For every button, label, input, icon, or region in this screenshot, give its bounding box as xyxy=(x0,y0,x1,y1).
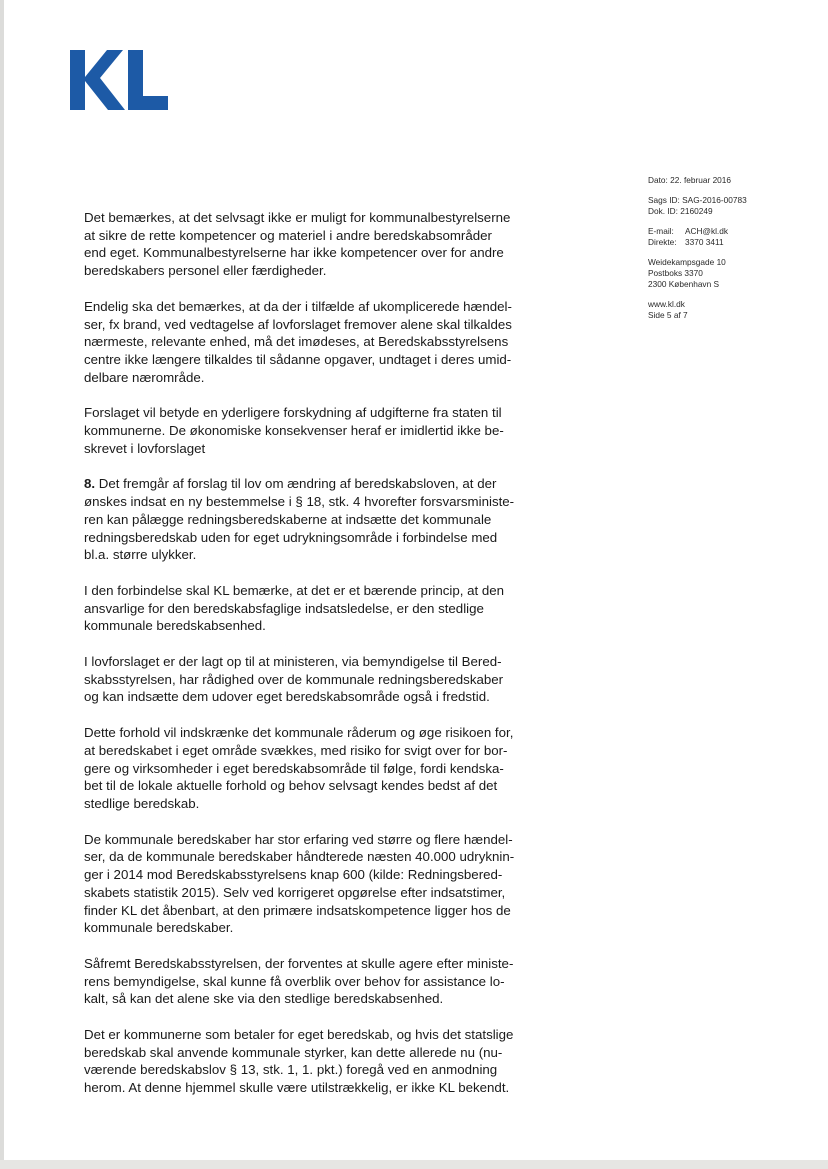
paragraph xyxy=(84,1026,536,1097)
address-pobox: Postboks 3370 xyxy=(648,268,703,278)
text-line xyxy=(84,475,536,493)
text-line: skabsstyrelsen, har rådighed over de kommunale redningsberedskaber xyxy=(84,671,504,687)
text-line: finder KL det åbenbart, at den primære indsatskompetence ligger hos de xyxy=(84,902,511,918)
text-line: ser, da de kommunale beredskaber håndterede næsten 40.000 udryknin- xyxy=(84,849,515,865)
text-line: end eget. Kommunalbestyrelserne har ikke kompetencer over for andre xyxy=(84,245,504,261)
address-street: Weidekampsgade 10 xyxy=(648,257,726,267)
phone-label: Direkte: xyxy=(648,237,677,247)
text-line: delbare nærområde. xyxy=(84,369,205,385)
text-line: kommunale beredskaber. xyxy=(84,920,234,936)
paragraph xyxy=(84,724,536,813)
text-line: Det er kommunerne som betaler for eget beredskab, og hvis det statslige xyxy=(84,1027,514,1043)
paragraph xyxy=(84,582,536,635)
scan-edge-left xyxy=(0,0,4,1169)
text-line: Det bemærkes, at det selvsagt ikke er muligt for kommunalbestyrelserne xyxy=(84,210,511,225)
text-line: De kommunale beredskaber har stor erfaring ved større og flere hændel- xyxy=(84,831,513,847)
paragraph xyxy=(84,831,536,937)
text-line: centre ikke længere tilkaldes til sådanne opgaver, undtaget i deres umid- xyxy=(84,351,512,367)
text-line: rens bemyndigelse, skal kunne få overblik over behov for assistance lo- xyxy=(84,973,505,989)
text-line: herom. At denne hjemmel skulle være utilstrækkelig, er ikke KL bekendt. xyxy=(84,1080,510,1096)
text-line: beredskab skal anvende kommunale styrker, kan dette allerede nu (nu- xyxy=(84,1044,503,1060)
text-line: I den forbindelse skal KL bemærke, at det er et bærende princip, at den xyxy=(84,582,505,598)
text-line: at beredskabet i eget område svækkes, med risiko for svigt over for bor- xyxy=(84,742,508,758)
text-line: Dette forhold vil indskrænke det kommunale råderum og øge risikoen for, xyxy=(84,725,514,741)
text-line: stedlige beredskab. xyxy=(84,795,200,811)
text-line: gere og virksomheder i eget beredskabsområde til følge, fordi kendska- xyxy=(84,760,504,776)
text-line: Såfremt Beredskabsstyrelsen, der forventes at skulle agere efter ministe- xyxy=(84,955,514,971)
paragraph xyxy=(84,209,536,280)
text-line: beredskabers personel eller færdigheder. xyxy=(84,263,327,279)
scan-edge-bottom xyxy=(0,1160,828,1169)
paragraph xyxy=(84,298,536,387)
document-date: Dato: 22. februar 2016 xyxy=(648,175,732,185)
text-line: bet til de lokale aktuelle forhold og behov selvsagt kendes bedst af det xyxy=(84,778,498,794)
text-line: og kan indsætte dem udover eget beredskabsområde også i fredstid. xyxy=(84,689,490,705)
paragraph xyxy=(84,404,536,457)
text-line: redningsberedskab uden for eget udrykningsområde i forbindelse med xyxy=(84,529,498,545)
text-line: ansvarlige for den beredskabsfaglige indsatsledelse, er den stedlige xyxy=(84,600,484,616)
email-row xyxy=(648,226,808,237)
paragraph xyxy=(84,653,536,706)
kl-logo xyxy=(70,40,170,118)
text-line: bl.a. større ulykker. xyxy=(84,547,197,563)
phone-value: 3370 3411 xyxy=(685,237,724,247)
text-line: kommunerne. De økonomiske konsekvenser heraf er imidlertid ikke be- xyxy=(84,423,504,439)
text-line: ger i 2014 mod Beredskabsstyrelsens knap 600 (kilde: Redningsbered- xyxy=(84,867,503,883)
text-line: skrevet i lovforslaget xyxy=(84,440,206,456)
section-number: 8. xyxy=(84,476,96,492)
text-line: ren kan pålægge redningsberedskaberne at indsætte det kommunale xyxy=(84,511,492,527)
email-label: E-mail: xyxy=(648,226,674,236)
email-value: ACH@kl.dk xyxy=(685,226,728,236)
text-line: skabets statistik 2015). Selv ved korrigeret opgørelse efter indsatstimer, xyxy=(84,884,506,900)
document-id: Dok. ID: 2160249 xyxy=(648,206,713,216)
text-line: at sikre de rette kompetencer og materiel i andre beredskabsområder xyxy=(84,227,492,243)
text-line: kommunale beredskabsenhed. xyxy=(84,618,266,634)
case-id: Sags ID: SAG-2016-00783 xyxy=(648,195,747,205)
paragraph xyxy=(84,955,536,1008)
text-line: Forslaget vil betyde en yderligere forskydning af udgifterne fra staten til xyxy=(84,405,502,421)
address-city: 2300 København S xyxy=(648,279,720,289)
text-line: ser, fx brand, ved vedtagelse af lovforslaget fremover alene skal tilkaldes xyxy=(84,316,512,332)
document-metadata xyxy=(648,175,808,330)
text-line: ønskes indsat en ny bestemmelse i § 18, stk. 4 hvorefter forsvarsministe- xyxy=(84,494,515,510)
text-line: Endelig ska det bemærkes, at da der i tilfælde af ukomplicerede hændel- xyxy=(84,298,512,314)
phone-row xyxy=(648,237,808,248)
text-line: I lovforslaget er der lagt op til at ministeren, via bemyndigelse til Bered- xyxy=(84,654,502,670)
text-line-rest: Det fremgår af forslag til lov om ændring af beredskabsloven, at der xyxy=(95,476,497,492)
website: www.kl.dk xyxy=(648,299,685,309)
paragraph xyxy=(84,475,536,564)
letter-body xyxy=(84,209,536,1115)
text-line: kalt, så kan det alene ske via den stedlige beredskabsenhed. xyxy=(84,991,444,1007)
text-line: værende beredskabslov § 13, stk. 1, 1. pkt.) foregå ved en anmodning xyxy=(84,1062,498,1078)
text-line: nærmeste, relevante enhed, må det imødeses, at Beredskabsstyrelsens xyxy=(84,334,509,350)
page-number: Side 5 af 7 xyxy=(648,310,688,320)
